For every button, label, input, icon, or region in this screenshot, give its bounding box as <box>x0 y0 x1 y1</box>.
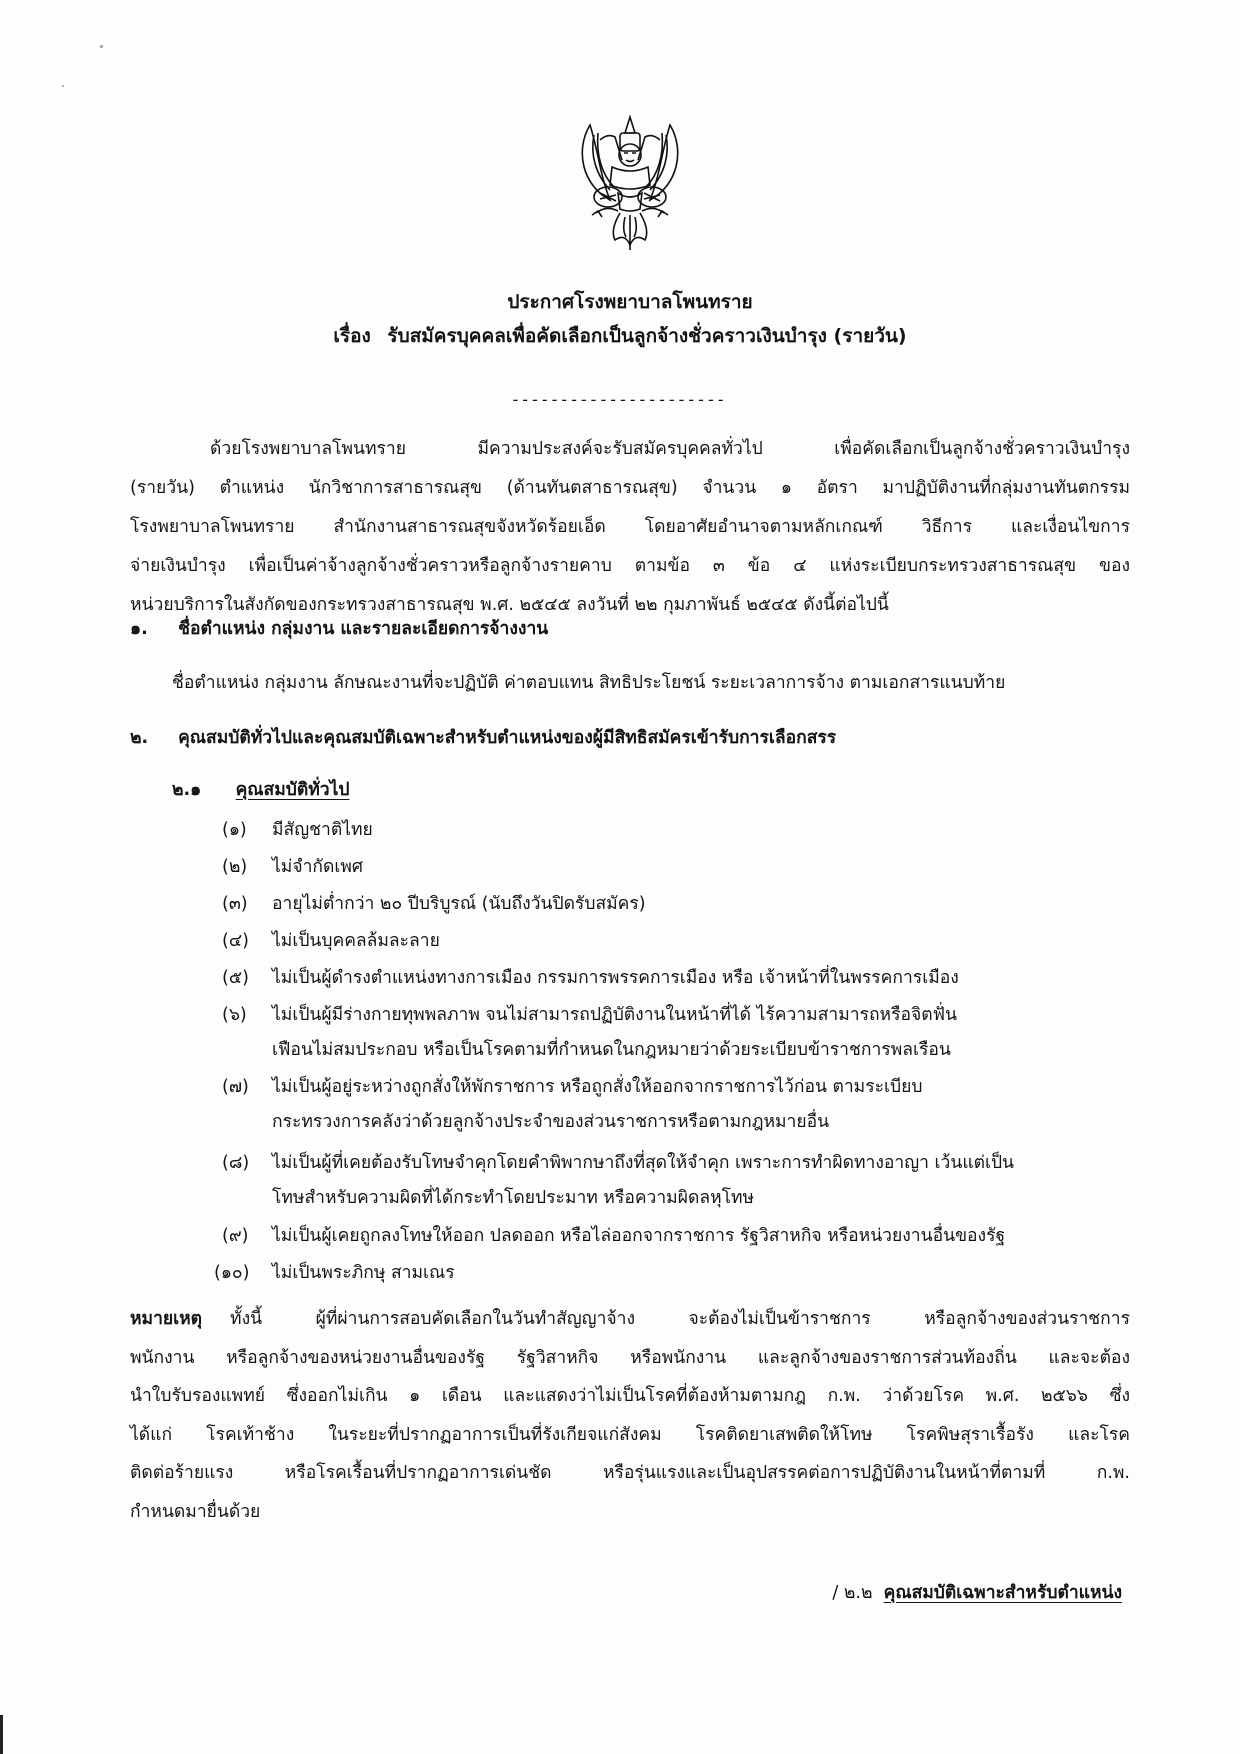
qualification-item: (๓) อายุไม่ต่ำกว่า ๒๐ ปีบริบูรณ์ (นับถึงวันปิดรับสมัคร) <box>222 894 646 914</box>
qualification-item: (๖) ไม่เป็นผู้มีร่างกายทุพพลภาพ จนไม่สามารถปฏิบัติงานในหน้าที่ได้ ไร้ความสามารถหรือจิตฟั่น <box>222 1005 957 1025</box>
qualification-item: (๔) ไม่เป็นบุคคลล้มละลาย <box>222 931 440 951</box>
subject-text: รับสมัครบุคคลเพื่อคัดเลือกเป็นลูกจ้างชั่วคราวเงินบำรุง (รายวัน) <box>387 325 907 347</box>
section-title: ชื่อตำแหน่ง กลุ่มงาน และรายละเอียดการจ้างงาน <box>178 619 549 639</box>
qualification-item: (๑) มีสัญชาติไทย <box>222 820 373 840</box>
announcement-subject <box>0 319 1240 353</box>
intro-line: หน่วยบริการในสังกัดของกระทรวงสาธารณสุข พ.ศ. ๒๕๔๕ ลงวันที่ ๒๒ กุมภาพันธ์ ๒๕๔๕ ดังนี้ต่อไปนี้ <box>130 595 889 615</box>
announcement-title: ประกาศโรงพยาบาลโพนทราย <box>507 291 753 313</box>
qualification-item: (๗) ไม่เป็นผู้อยู่ระหว่างถูกสั่งให้พักราชการ หรือถูกสั่งให้ออกจากราชการไว้ก่อน ตามระเบียบ <box>222 1077 923 1097</box>
remark-line: นำใบรับรองแพทย์ ซึ่งออกไม่เกิน ๑ เดือน และแสดงว่าไม่เป็นโรคที่ต้องห้ามตามกฎ ก.พ. ว่าด้วยโรค พ.ศ. ๒๕๖๖ ซึ่ง <box>130 1386 1130 1406</box>
qualification-item-continued: เฟือนไม่สมประกอบ หรือเป็นโรคตามที่กำหนดในกฎหมายว่าด้วยระเบียบข้าราชการพลเรือน <box>272 1040 951 1060</box>
scan-edge-mark <box>0 1715 3 1754</box>
remark-line: ติดต่อร้ายแรง หรือโรคเรื้อนที่ปรากฏอาการเด่นชัด หรือรุ่นแรงและเป็นอุปสรรคต่อการปฏิบัติงานในหน้าที่ตามที่ ก.พ. <box>130 1463 1130 1483</box>
continuation-text: คุณสมบัติเฉพาะสำหรับตำแหน่ง <box>883 1583 1122 1603</box>
remark-line: หมายเหตุ ทั้งนี้ ผู้ที่ผ่านการสอบคัดเลือกในวันทำสัญญาจ้าง จะต้องไม่เป็นข้าราชการ หรือลูกจ้างของส่วนราชการ <box>130 1309 1130 1329</box>
intro-line: โรงพยาบาลโพนทราย สำนักงานสาธารณสุขจังหวัดร้อยเอ็ด โดยอาศัยอำนาจตามหลักเกณฑ์ วิธีการ และเงื่อนไขการ <box>130 517 1130 537</box>
announcement-header <box>0 285 1240 353</box>
subject-label: เรื่อง <box>333 325 371 347</box>
intro-line: จ่ายเงินบำรุง เพื่อเป็นค่าจ้างลูกจ้างชั่วคราวหรือลูกจ้างรายคาบ ตามข้อ ๓ ข้อ ๔ แห่งระเบียบกระทรวงสาธารณสุข ของ <box>130 556 1130 576</box>
remark-label: หมายเหตุ <box>130 1309 203 1329</box>
scan-speck <box>62 85 64 87</box>
qualification-item: (๘) ไม่เป็นผู้ที่เคยต้องรับโทษจำคุกโดยคำพิพากษาถึงที่สุดให้จำคุก เพราะการทำผิดทางอาญา เว้นแต่เป็น <box>222 1153 1015 1173</box>
remark-line: ได้แก่ โรคเท้าช้าง ในระยะที่ปรากฏอาการเป็นที่รังเกียจแก่สังคม โรคติดยาเสพติดให้โทษ โรคพิษสุราเรื้อรัง และโรค <box>130 1424 1130 1445</box>
subsection-2-1-heading <box>172 775 349 803</box>
section-number: ๒. <box>130 728 149 748</box>
subsection-title: คุณสมบัติทั่วไป <box>235 780 350 800</box>
scan-speck <box>100 45 103 48</box>
qualification-item: (๕) ไม่เป็นผู้ดำรงตำแหน่งทางการเมือง กรรมการพรรคการเมือง หรือ เจ้าหน้าที่ในพรรคการเมือง <box>222 968 959 988</box>
qualification-item-continued: กระทรวงการคลังว่าด้วยลูกจ้างประจำของส่วนราชการหรือตามกฎหมายอื่น <box>272 1112 830 1132</box>
continuation-prefix: / ๒.๒ <box>832 1583 873 1603</box>
section-title: คุณสมบัติทั่วไปและคุณสมบัติเฉพาะสำหรับตำแหน่งของผู้มีสิทธิสมัครเข้ารับการเลือกสรร <box>178 728 837 748</box>
continuation-marker <box>832 1578 1122 1606</box>
qualification-item: (๙) ไม่เป็นผู้เคยถูกลงโทษให้ออก ปลดออก หรือไล่ออกจากราชการ รัฐวิสาหกิจ หรือหน่วยงานอื่นของรัฐ <box>222 1226 1006 1246</box>
remark-line: พนักงาน หรือลูกจ้างของหน่วยงานอื่นของรัฐ รัฐวิสาหกิจ หรือพนักงาน และลูกจ้างของราชการส่วนท้องถิ่น และจะต้อง <box>130 1347 1130 1368</box>
section-1-body: ชื่อตำแหน่ง กลุ่มงาน ลักษณะงานที่จะปฏิบัติ ค่าตอบแทน สิทธิประโยชน์ ระยะเวลาการจ้าง ตามเอกสารแนบท้าย <box>172 673 1006 693</box>
intro-paragraph <box>130 430 1130 625</box>
separator-line: ---------------------- <box>512 390 728 409</box>
garuda-emblem-icon <box>570 105 690 255</box>
qualification-item: (๑๐) ไม่เป็นพระภิกษุ สามเณร <box>214 1263 455 1283</box>
remark-paragraph <box>130 1300 1130 1531</box>
qualification-item-continued: โทษสำหรับความผิดที่ได้กระทำโดยประมาท หรือความผิดลหุโทษ <box>272 1188 755 1208</box>
remark-line: กำหนดมายื่นด้วย <box>130 1501 261 1522</box>
qualification-item: (๒) ไม่จำกัดเพศ <box>222 857 364 877</box>
section-number: ๑. <box>130 619 148 639</box>
section-2-heading <box>130 723 836 751</box>
intro-line: ด้วยโรงพยาบาลโพนทราย มีความประสงค์จะรับสมัครบุคคลทั่วไป เพื่อคัดเลือกเป็นลูกจ้างชั่วคราวเงินบำรุง <box>210 439 1130 459</box>
subsection-number: ๒.๑ <box>172 780 202 800</box>
section-1-heading <box>130 614 548 642</box>
intro-line: (รายวัน) ตำแหน่ง นักวิชาการสาธารณสุข (ด้านทันตสาธารณสุข) จำนวน ๑ อัตรา มาปฏิบัติงานที่กลุ่มงานทันตกรรม <box>130 478 1130 498</box>
